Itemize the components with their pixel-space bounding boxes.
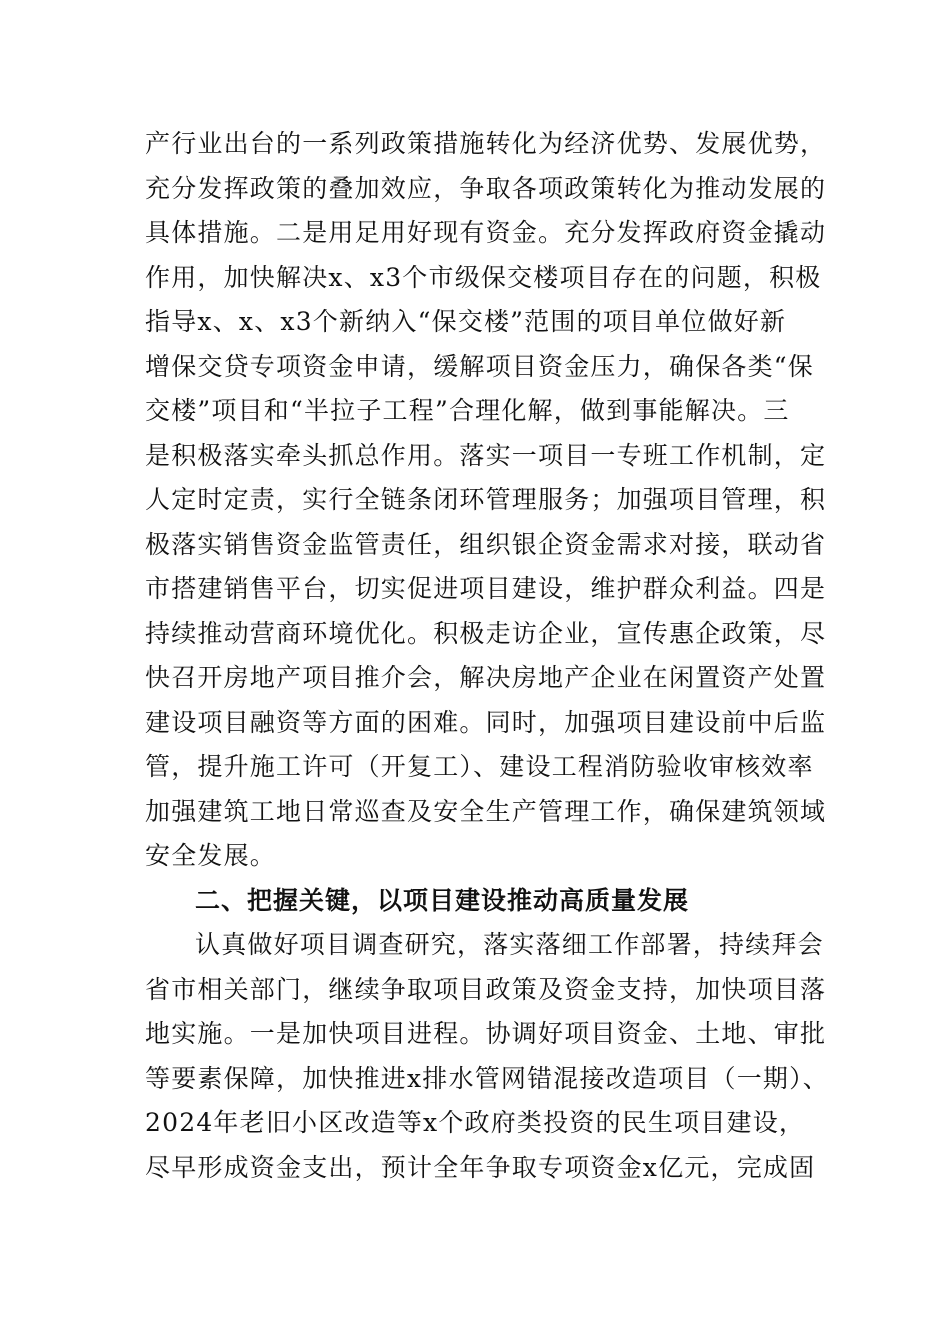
paragraph-line: 人定时定责，实行全链条闭环管理服务；加强项目管理，积 (145, 485, 827, 514)
paragraph-line: 省市相关部门，继续争取项目政策及资金支持，加快项目落 (145, 974, 827, 1004)
paragraph-line: 具体措施。二是用足用好现有资金。充分发挥政府资金撬动 (145, 218, 827, 247)
paragraph-line: 2024年老旧小区改造等x个政府类投资的民生项目建设， (145, 1108, 806, 1137)
paragraph-line: 等要素保障，加快推进x排水管网错混接改造项目（一期）、 (145, 1063, 830, 1093)
paragraph-line: 尽早形成资金支出，预计全年争取专项资金x亿元，完成固 (145, 1152, 816, 1182)
paragraph-line: 管，提升施工许可（开复工）、建设工程消防验收审核效率 (145, 752, 814, 781)
paragraph-line: 快召开房地产项目推介会，解决房地产企业在闲置资产处置 (145, 663, 827, 692)
paragraph-line: 交楼”项目和“半拉子工程”合理化解，做到事能解决。三 (145, 396, 790, 425)
paragraph-line: 指导x、x、x3个新纳入“保交楼”范围的项目单位做好新 (145, 307, 787, 336)
paragraph-line: 持续推动营商环境优化。积极走访企业，宣传惠企政策，尽 (145, 618, 827, 648)
paragraph-line: 极落实销售资金监管责任，组织银企资金需求对接，联动省 (145, 529, 827, 559)
paragraph-line: 增保交贷专项资金申请，缓解项目资金压力，确保各类“保 (145, 351, 814, 381)
document-body (145, 122, 830, 1190)
paragraph-line: 是积极落实牵头抓总作用。落实一项目一专班工作机制，定 (145, 440, 827, 470)
section-heading: 二、把握关键，以项目建设推动高质量发展 (195, 885, 690, 915)
paragraph-line: 作用，加快解决x、x3个市级保交楼项目存在的问题，积极 (145, 262, 822, 292)
paragraph-line: 建设项目融资等方面的困难。同时，加强项目建设前中后监 (145, 707, 827, 737)
paragraph-line: 地实施。一是加快项目进程。协调好项目资金、土地、审批 (145, 1019, 827, 1048)
paragraph-line: 认真做好项目调查研究，落实落细工作部署，持续拜会 (195, 930, 824, 959)
paragraph-line: 加强建筑工地日常巡查及安全生产管理工作，确保建筑领域 (145, 796, 827, 826)
paragraph-line: 安全发展。 (145, 841, 277, 870)
paragraph-line: 充分发挥政策的叠加效应，争取各项政策转化为推动发展的 (145, 173, 827, 203)
paragraph-line: 市搭建销售平台，切实促进项目建设，维护群众利益。四是 (145, 574, 827, 603)
paragraph-line: 产行业出台的一系列政策措施转化为经济优势、发展优势， (145, 129, 827, 158)
